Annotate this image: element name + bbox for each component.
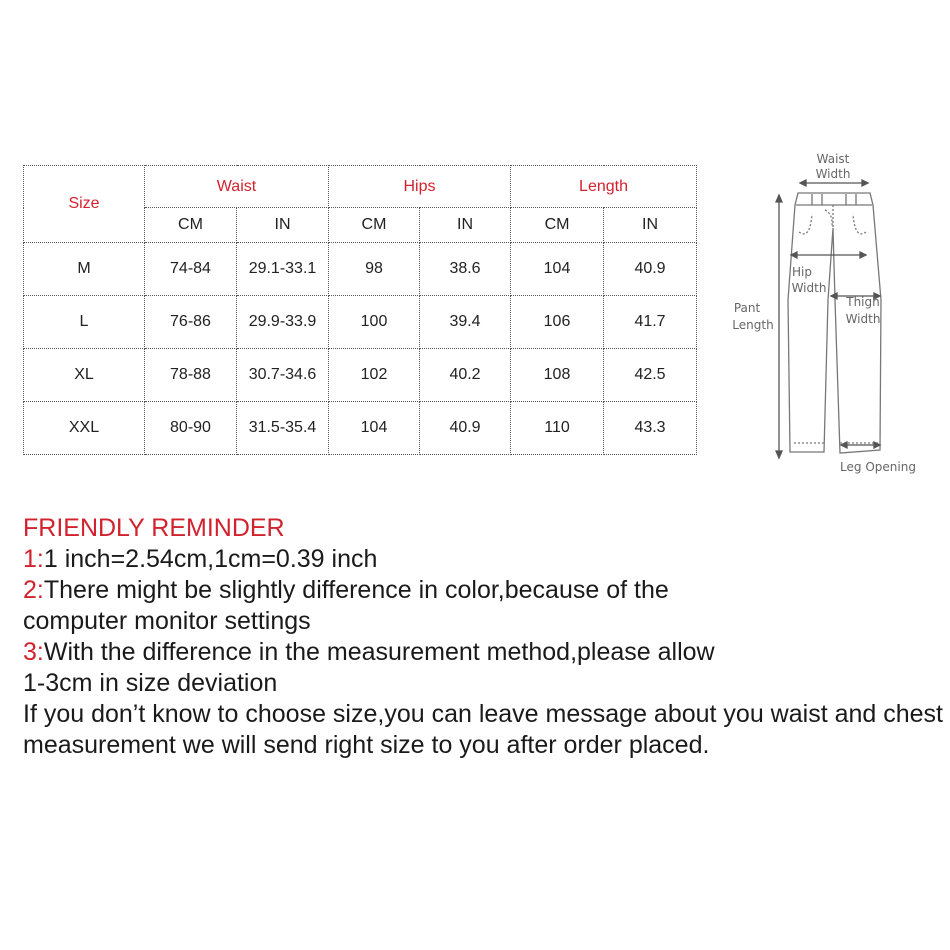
reminder-footer: If you don’t know to choose size,you can leave message about you waist and chest measurement we will send right size to you after order placed. (23, 700, 943, 759)
hip-width-label: Width (791, 281, 827, 295)
unit-header: CM (511, 208, 604, 243)
table-cell: 106 (511, 296, 604, 349)
reminder-number: 3: (23, 638, 44, 666)
table-cell: 100 (329, 296, 420, 349)
table-cell: 43.3 (604, 402, 697, 455)
reminder-text: There might be slightly difference in color,because of the (43, 576, 669, 604)
table-cell: 76-86 (145, 296, 237, 349)
pant-length-label: Pant (733, 301, 761, 315)
table-cell: 40.9 (604, 243, 697, 296)
table-cell: 29.9-33.9 (237, 296, 329, 349)
waist-width-label: Waist (816, 152, 850, 166)
unit-header: IN (604, 208, 697, 243)
table-cell: 104 (329, 402, 420, 455)
hip-width-label: Hip (792, 265, 812, 279)
reminder-text-cont: computer monitor settings (23, 607, 311, 635)
hips-header: Hips (329, 166, 511, 208)
table-cell: 41.7 (604, 296, 697, 349)
waist-width-label: Width (815, 167, 851, 181)
size-cell: M (24, 243, 145, 296)
table-cell: 108 (511, 349, 604, 402)
unit-header: IN (420, 208, 511, 243)
reminder-number: 2: (23, 576, 44, 604)
size-cell: XXL (24, 402, 145, 455)
table-cell: 40.2 (420, 349, 511, 402)
table-cell: 78-88 (145, 349, 237, 402)
reminder-text: With the difference in the measurement method,please allow (43, 638, 715, 666)
table-cell: 29.1-33.1 (237, 243, 329, 296)
table-cell: 104 (511, 243, 604, 296)
size-cell: XL (24, 349, 145, 402)
friendly-reminder (23, 513, 943, 761)
table-cell: 40.9 (420, 402, 511, 455)
table-cell: 31.5-35.4 (237, 402, 329, 455)
reminder-text-cont: 1-3cm in size deviation (23, 669, 278, 697)
length-header: Length (511, 166, 697, 208)
leg-opening-label: Leg Opening (840, 460, 916, 474)
reminder-title: FRIENDLY REMINDER (23, 514, 285, 542)
table-row (24, 243, 697, 296)
table-cell: 110 (511, 402, 604, 455)
pant-length-label: Length (732, 318, 774, 332)
table-cell: 98 (329, 243, 420, 296)
table-cell: 39.4 (420, 296, 511, 349)
table-cell: 30.7-34.6 (237, 349, 329, 402)
reminder-text: 1 inch=2.54cm,1cm=0.39 inch (43, 545, 378, 573)
thigh-width-label: Thigh (846, 295, 880, 309)
size-header: Size (24, 166, 145, 243)
unit-header: CM (329, 208, 420, 243)
size-chart-table (23, 165, 697, 455)
reminder-item (23, 575, 943, 606)
reminder-number: 1: (23, 545, 44, 573)
table-row (24, 402, 697, 455)
table-cell: 80-90 (145, 402, 237, 455)
table-cell: 42.5 (604, 349, 697, 402)
pants-measurement-diagram (722, 148, 932, 488)
unit-header: CM (145, 208, 237, 243)
reminder-item (23, 544, 943, 575)
table-row (24, 296, 697, 349)
table-row (24, 349, 697, 402)
thigh-width-label: Width (845, 312, 881, 326)
table-cell: 74-84 (145, 243, 237, 296)
reminder-item (23, 637, 943, 668)
waist-header: Waist (145, 166, 329, 208)
table-cell: 38.6 (420, 243, 511, 296)
size-cell: L (24, 296, 145, 349)
table-cell: 102 (329, 349, 420, 402)
unit-header: IN (237, 208, 329, 243)
